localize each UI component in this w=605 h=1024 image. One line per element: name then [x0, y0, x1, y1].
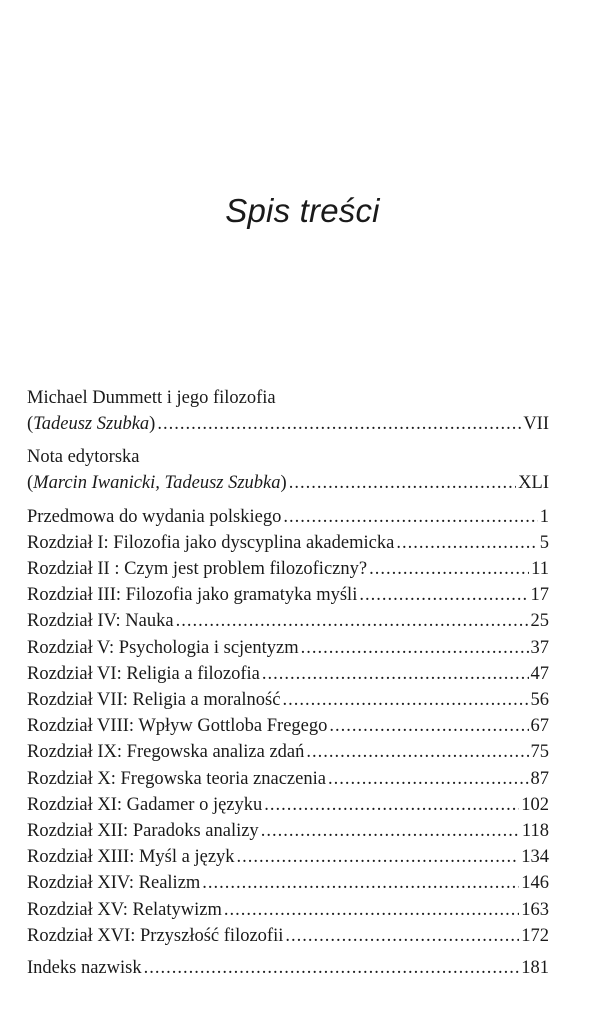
toc-page-number: 134 [521, 847, 549, 868]
toc-page-number: 47 [530, 663, 549, 684]
dot-leader [202, 870, 519, 896]
toc-page-number: 118 [521, 821, 549, 842]
toc-row [27, 792, 549, 818]
toc-row [27, 818, 549, 844]
toc-row [27, 661, 549, 687]
toc-page-number: 11 [531, 559, 549, 580]
toc-page-number: VII [523, 413, 549, 434]
toc-entry-label: Rozdział X: Fregowska teoria znaczenia [27, 768, 326, 789]
toc-entry-author-line: (Tadeusz Szubka) [27, 413, 156, 434]
toc-row [27, 471, 549, 497]
dot-leader [283, 504, 537, 530]
toc-row [27, 739, 549, 765]
toc-page-number: 1 [539, 506, 549, 527]
toc-page-number: 75 [530, 742, 549, 763]
toc-entry-editorial-note [27, 445, 549, 497]
toc-entry-label: Rozdział VI: Religia a filozofia [27, 663, 260, 684]
toc-page-number: 5 [539, 532, 549, 553]
dot-leader [289, 471, 516, 497]
dot-leader [359, 582, 528, 608]
toc-entry-label: Rozdział XII: Paradoks analizy [27, 821, 259, 842]
toc-page-number: 163 [521, 899, 549, 920]
toc-row [27, 766, 549, 792]
toc-page-number: 146 [521, 873, 549, 894]
spacer [27, 497, 549, 504]
toc-page-number: 17 [530, 585, 549, 606]
toc-entry-label: Rozdział VII: Religia a moralność [27, 690, 281, 711]
spacer [27, 438, 549, 445]
dot-leader [369, 556, 529, 582]
toc-entry-author: Tadeusz Szubka [33, 413, 150, 434]
toc-page-number: 87 [530, 768, 549, 789]
toc-page-number: 172 [521, 925, 549, 946]
dot-leader [261, 818, 520, 844]
dot-leader [396, 530, 537, 556]
toc-entry-label: Rozdział III: Filozofia jako gramatyka myśli [27, 585, 358, 606]
toc-entry-label: Przedmowa do wydania polskiego [27, 506, 282, 527]
dot-leader [157, 412, 521, 438]
toc-row [27, 530, 549, 556]
toc-entry-author-line: (Marcin Iwanicki, Tadeusz Szubka) [27, 472, 287, 493]
toc-row [27, 687, 549, 713]
toc-page-number: XLI [518, 472, 549, 493]
dot-leader [144, 956, 520, 982]
dot-leader [329, 713, 528, 739]
toc-entry-label: Rozdział XIII: Myśl a język [27, 847, 235, 868]
toc-page-number: 67 [530, 716, 549, 737]
toc-entry-label: Rozdział I: Filozofia jako dyscyplina akademicka [27, 532, 395, 553]
toc-entry-label: Rozdział II : Czym jest problem filozoficzny? [27, 559, 368, 580]
dot-leader [306, 739, 528, 765]
toc-chapter-list [27, 504, 549, 949]
dot-leader [285, 923, 519, 949]
toc-entry-title: Nota edytorska [27, 446, 140, 467]
toc-row [27, 713, 549, 739]
toc-row [27, 582, 549, 608]
page-title: Spis treści [225, 192, 380, 229]
dot-leader [301, 635, 529, 661]
toc-entry-label: Rozdział XV: Relatywizm [27, 899, 222, 920]
toc-entry-label: Rozdział XI: Gadamer o języku [27, 794, 263, 815]
toc-page-number: 37 [530, 637, 549, 658]
toc-entry-label: Rozdział VIII: Wpływ Gottloba Fregego [27, 716, 328, 737]
dot-leader [264, 792, 519, 818]
toc-row [27, 897, 549, 923]
toc-row-index [27, 956, 549, 982]
dot-leader [224, 897, 519, 923]
toc-row [27, 923, 549, 949]
toc-page-number: 181 [521, 958, 549, 979]
dot-leader [262, 661, 529, 687]
toc-entry-introduction [27, 386, 549, 438]
toc-row [27, 844, 549, 870]
toc-entry-title: Michael Dummett i jego filozofia [27, 388, 276, 408]
toc-row [27, 412, 549, 438]
dot-leader [237, 844, 520, 870]
toc-row [27, 556, 549, 582]
toc-page-number: 25 [530, 611, 549, 632]
toc-entry-label: Rozdział IX: Fregowska analiza zdań [27, 742, 305, 763]
toc-page-number: 102 [521, 794, 549, 815]
toc-entry-label: Rozdział IV: Nauka [27, 611, 174, 632]
spacer [27, 949, 549, 956]
toc-entry-label: Indeks nazwisk [27, 958, 142, 979]
toc-row [27, 608, 549, 634]
dot-leader [176, 608, 529, 634]
toc-page-number: 56 [530, 690, 549, 711]
table-of-contents [27, 386, 549, 982]
toc-entry-author: Marcin Iwanicki, Tadeusz Szubka [33, 472, 281, 493]
dot-leader [328, 766, 529, 792]
toc-row [27, 870, 549, 896]
toc-entry-label: Rozdział V: Psychologia i scjentyzm [27, 637, 299, 658]
toc-entry-label: Rozdział XIV: Realizm [27, 873, 201, 894]
dot-leader [282, 687, 528, 713]
toc-row [27, 635, 549, 661]
toc-row [27, 504, 549, 530]
toc-entry-label: Rozdział XVI: Przyszłość filozofii [27, 925, 284, 946]
